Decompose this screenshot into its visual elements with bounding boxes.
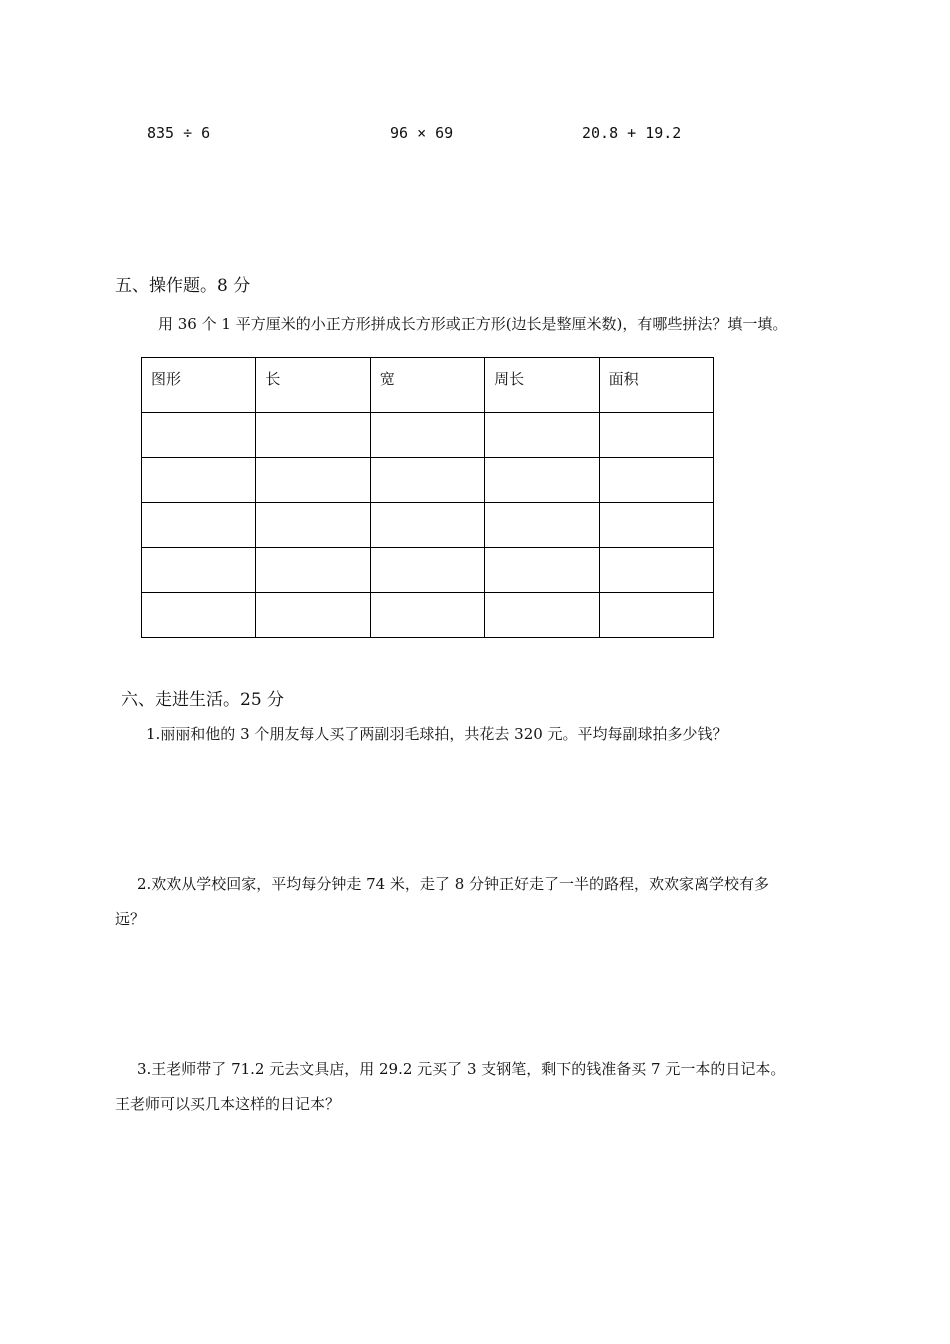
section-6-title: 六、走进生活。25 分 [121, 690, 285, 710]
question-3-line-2: 王老师可以买几本这样的日记本？ [115, 1095, 341, 1113]
table-cell[interactable] [256, 503, 370, 548]
table-cell[interactable] [370, 503, 484, 548]
section-5-instruction: 用 36 个 1 平方厘米的小正方形拼成长方形或正方形(边长是整厘米数)，有哪些拼法？填一填。 [158, 315, 788, 333]
table-header-cell: 面积 [599, 358, 713, 413]
answer-table [141, 357, 714, 638]
table-cell[interactable] [485, 593, 599, 638]
table-cell[interactable] [256, 413, 370, 458]
table-cell[interactable] [142, 593, 256, 638]
section-5-title: 五、操作题。8 分 [115, 276, 251, 296]
table-cell[interactable] [485, 503, 599, 548]
table-cell[interactable] [485, 458, 599, 503]
table-cell[interactable] [370, 458, 484, 503]
calc-problem-2: 96 × 69 [390, 124, 454, 142]
table-cell[interactable] [256, 593, 370, 638]
table-cell[interactable] [370, 593, 484, 638]
question-2-line-1: 2.欢欢从学校回家，平均每分钟走 74 米，走了 8 分钟正好走了一半的路程，欢欢家离学校有多 [137, 875, 770, 893]
question-3-line-1: 3.王老师带了 71.2 元去文具店，用 29.2 元买了 3 支钢笔，剩下的钱准备买 7 元一本的日记本。 [137, 1060, 786, 1078]
table-header-cell: 长 [256, 358, 370, 413]
table-header-cell: 图形 [142, 358, 256, 413]
calc-problem-3: 20.8 + 19.2 [582, 124, 682, 142]
table-cell[interactable] [142, 548, 256, 593]
table-row [142, 458, 714, 503]
table-cell[interactable] [142, 503, 256, 548]
table-cell[interactable] [485, 413, 599, 458]
question-1: 1.丽丽和他的 3 个朋友每人买了两副羽毛球拍，共花去 320 元。平均每副球拍多少钱？ [146, 725, 728, 743]
table-cell[interactable] [599, 503, 713, 548]
table-cell[interactable] [599, 593, 713, 638]
question-2-line-2: 远？ [115, 910, 146, 928]
table-row [142, 593, 714, 638]
table-cell[interactable] [599, 548, 713, 593]
table-row [142, 413, 714, 458]
table-cell[interactable] [370, 413, 484, 458]
table-row [142, 503, 714, 548]
table-cell[interactable] [485, 548, 599, 593]
calc-problem-1: 835 ÷ 6 [147, 124, 211, 142]
table-header-cell: 周长 [485, 358, 599, 413]
table-cell[interactable] [142, 413, 256, 458]
table-cell[interactable] [599, 458, 713, 503]
table-cell[interactable] [256, 458, 370, 503]
table-cell[interactable] [142, 458, 256, 503]
table-cell[interactable] [599, 413, 713, 458]
table-header-row [142, 358, 714, 413]
table-cell[interactable] [256, 548, 370, 593]
table-row [142, 548, 714, 593]
table-header-cell: 宽 [370, 358, 484, 413]
table-cell[interactable] [370, 548, 484, 593]
